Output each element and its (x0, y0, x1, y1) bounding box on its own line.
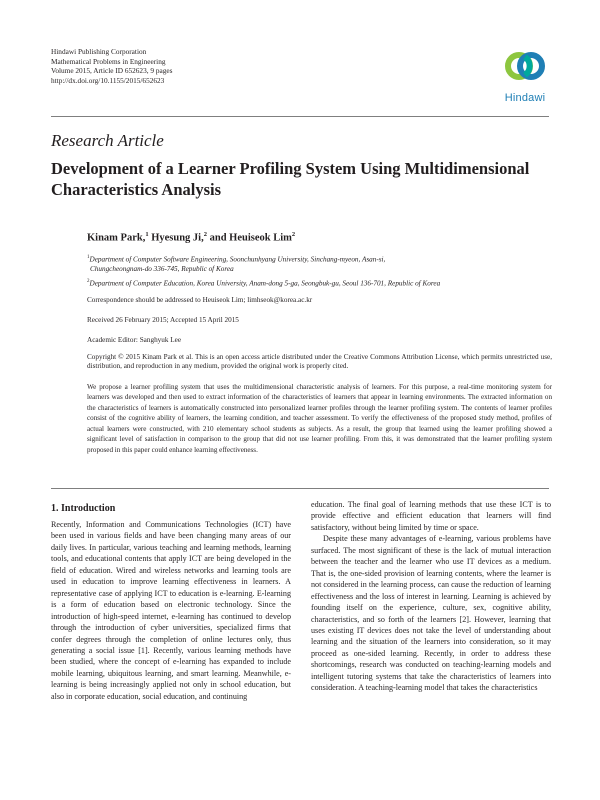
copyright-notice: Copyright © 2015 Kinam Park et al. This is an open access article distributed under the Creative Commons Attribution License, which permits unrestricted use, distribution, and reproduction in any medium, provided the original work is properly cited. (87, 353, 552, 371)
affiliation-1 (87, 253, 552, 274)
correspondence: Correspondence should be addressed to Heuiseok Lim; limhseok@korea.ac.kr (87, 296, 313, 304)
affiliation-text: Department of Computer Education, Korea University, Anam-dong 5-ga, Seongbuk-gu, Seoul 136-701, Republic of Korea (89, 279, 441, 288)
left-column (51, 519, 291, 702)
logo-wordmark: Hindawi (504, 92, 546, 104)
body-paragraph: Recently, Information and Communications Technologies (ICT) have been used in various fields and have been changing many areas of our daily lives. In particular, various teaching and learning methods, learning tools, and educational contents that apply ICT are being developed in the field of education. Wired and wireless networks and learning tools are used in education to improve learning effectiveness in learners. A representative case of applying ICT to education is e-learning. E-learning is a form of education based on electronic technology. Since the introduction of high-speed internet, e-learning has continued to develop through the introduction of cyber universities, specialized firms that confer degrees through the completion of online lectures only, thus generating a social issue [1]. Recently, various learning methods have been studied, where the concept of e-learning has expanded to include mobile learning, ubiquitous learning, and smart learning. Meanwhile, e-learning is being increasingly applied not only in school education, but also in corporate education, social education, and continuing (51, 520, 291, 701)
hindawi-logo (497, 47, 553, 105)
header-divider (51, 116, 549, 117)
hindawi-logo-icon (497, 47, 553, 93)
author-affiliation-mark: 2 (203, 231, 207, 238)
journal-name: Mathematical Problems in Engineering (51, 56, 166, 66)
publisher: Hindawi Publishing Corporation (51, 47, 147, 56)
article-type: Research Article (51, 131, 164, 150)
volume-info: Volume 2015, Article ID 652623, 9 pages (51, 66, 173, 76)
body-paragraph: education. The final goal of learning methods that use these ICT is to provide effective and efficient education that learners will find satisfactory, without being limited by time or space. (311, 500, 551, 532)
received-dates: Received 26 February 2015; Accepted 15 April 2015 (87, 316, 239, 324)
paper-title: Development of a Learner Profiling System Using Multidimensional Characteristics Analysis (51, 159, 530, 199)
affiliation-2 (87, 277, 552, 289)
section-heading: 1. Introduction (51, 503, 116, 514)
author-name: Hyesung Ji, (148, 232, 204, 244)
journal-header (51, 47, 172, 85)
author-affiliation-mark: 2 (291, 231, 296, 238)
author-name: Kinam Park, (87, 232, 146, 244)
affiliation-number: 1 (87, 255, 90, 260)
abstract: We propose a learner profiling system that uses the multidimensional characteristic analysis of learners. For this purpose, a real-time monitoring system for learners was developed and then used to extract information of the characteristics of learners that appear in learning environments. The extracted information on the characteristics of learners is automatically constructed into personalized learner profiles through the learner profiling system. The contents of learner profiles consist of the cognitive ability of learners, the learning condition, and teacher assessment. To verify the effectiveness of the proposed study method, profiles of actual learners were constructed, with 210 elementary school students as subjects. As a result, the group that learned using the learner profiling showed a significant level of satisfaction in comparison to the group that did not use learner profiling. From this, it was demonstrated that the learner profiling system proposed in this paper could enhance learning effectiveness. (87, 383, 552, 454)
body-paragraph: Despite these many advantages of e-learning, various problems have surfaced. The most significant of these is the lack of mutual interaction between the teacher and the learner who use IT devices as a medium. That is, the one-sided provision of learning contents, where the learner is not considered in the learning process, can cause the reduction of learning effectiveness and the loss of interest in learning. Learning is achieved by founding itself on the experience, culture, sex, cognitive ability, characteristics, and so forth of the learners [2]. However, learning that uses existing IT devices does not take the level of understanding about learning and the situation of the learners into consideration, so it may proceed as one-sided learning. Recently, in order to address these shortcomings, research was conducted on teaching-learning models and intelligent tutoring systems that take the characteristics of learners into consideration. A teaching-learning model that takes the characteristics (311, 534, 551, 693)
author-list (87, 231, 295, 244)
academic-editor: Academic Editor: Sanghyuk Lee (87, 336, 182, 344)
author-affiliation-mark: 1 (145, 231, 149, 238)
abstract-divider (51, 488, 549, 489)
affiliation-number: 2 (87, 279, 90, 284)
doi-link[interactable]: http://dx.doi.org/10.1155/2015/652623 (51, 75, 165, 85)
author-name: and Heuiseok Lim (206, 232, 292, 244)
right-column (311, 499, 551, 694)
affiliation-text: Department of Computer Software Engineering, Soonchunhyang University, Sinchang-myeon, Asan-si, (89, 255, 386, 264)
affiliation-text: Chungcheongnam-do 336-745, Republic of Korea (90, 264, 234, 273)
